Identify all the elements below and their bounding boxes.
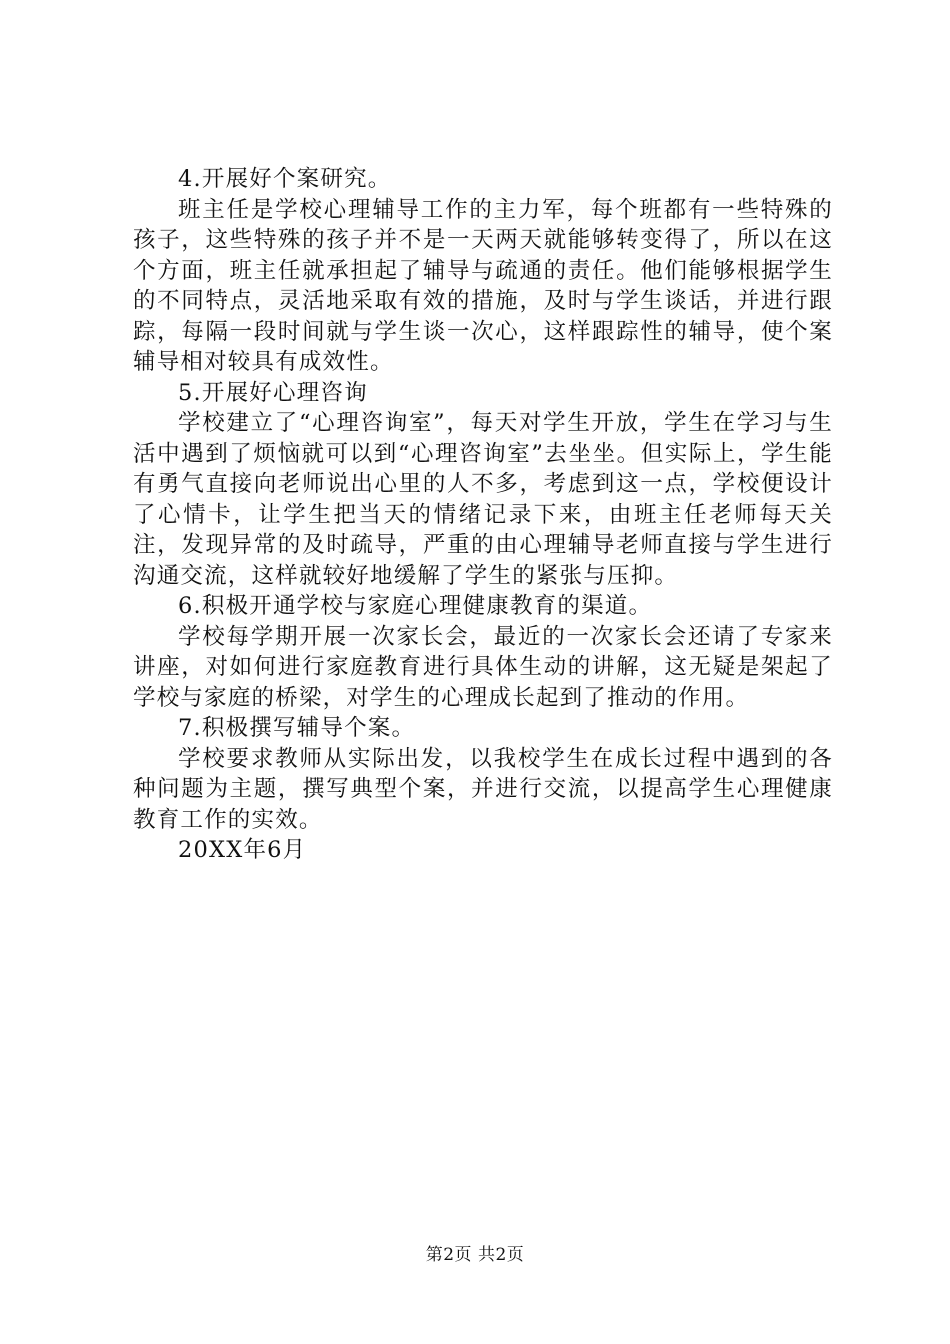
document-body [133,164,833,866]
section-heading-6: 6.积极开通学校与家庭心理健康教育的渠道。 [178,593,653,619]
paragraph-family: 学校每学期开展一次家长会，最近的一次家长会还请了专家来讲座，对如何进行家庭教育进行具体生动的讲解，这无疑是架起了学校与家庭的桥梁，对学生的心理成长起到了推动的作用。 [133,623,833,711]
paragraph-case-study: 班主任是学校心理辅导工作的主力军，每个班都有一些特殊的孩子，这些特殊的孩子并不是一天两天就能够转变得了，所以在这个方面，班主任就承担起了辅导与疏通的责任。他们能够根据学生的不同特点，灵活地采取有效的措施，及时与学生谈话，并进行跟踪，每隔一段时间就与学生谈一次心，这样跟踪性的辅导，使个案辅导相对较具有成效性。 [133,196,833,375]
page-footer [0,1243,950,1267]
section-heading-5: 5.开展好心理咨询 [178,379,368,406]
paragraph-counseling: 学校建立了“心理咨询室”，每天对学生开放，学生在学习与生活中遇到了烦恼就可以到“心理咨询室”去坐坐。但实际上，学生能有勇气直接向老师说出心里的人不多，考虑到这一点，学校便设计了心情卡，让学生把当天的情绪记录下来，由班主任老师每天关注，发现异常的及时疏导，严重的由心理辅导老师直接与学生进行沟通交流，这样就较好地缓解了学生的紧张与压抑。 [133,410,833,589]
section-heading-7: 7.积极撰写辅导个案。 [178,715,416,741]
section-heading-4: 4.开展好个案研究。 [178,166,392,192]
paragraph-writing: 学校要求教师从实际出发，以我校学生在成长过程中遇到的各种问题为主题，撰写典型个案，并进行交流，以提高学生心理健康教育工作的实效。 [133,745,833,833]
page-number-label: 第2页 共2页 [425,1245,525,1265]
document-date: 20XX年6月 [178,837,307,863]
